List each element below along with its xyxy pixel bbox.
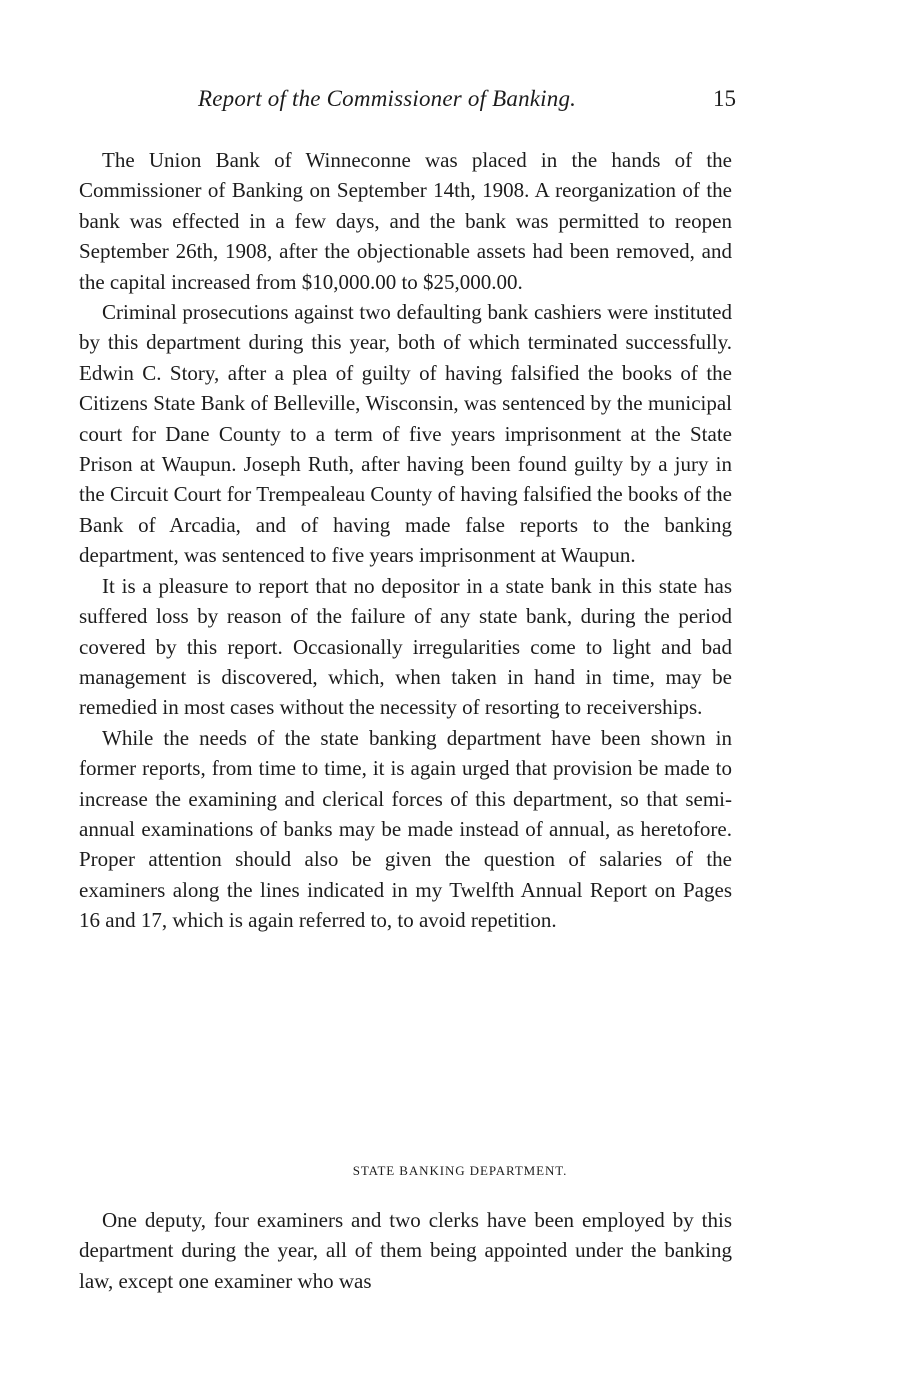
paragraph-depositors: It is a pleasure to report that no depositor in a state bank in this state has suffered loss by reason of the failure of any state bank, during the period covered by this report. Occasionally irregularities come to light and bad management is discovered, which, when taken in hand in time, may be remedied in most cases without the necessity of resorting to receiverships. (79, 573, 732, 720)
paragraph-staff: One deputy, four examiners and two clerks have been employed by this department during the year, all of them being appointed under the banking law, except one examiner who was (79, 1208, 732, 1293)
section-body (79, 1205, 732, 1296)
page-number: 15 (713, 86, 736, 111)
section-heading: STATE BANKING DEPARTMENT. (352, 1163, 568, 1178)
running-header (0, 86, 900, 120)
paragraph-department-needs: While the needs of the state banking department have been shown in former reports, from time to time, it is again urged that provision be made to increase the examining and clerical forces of this department, so that semi-annual examinations of banks may be made instead of annual, as heretofore. Proper attention should also be given the question of salaries of the examiners along the lines indicated in my Twelfth Annual Report on Pages 16 and 17, which is again referred to, to avoid repetition. (79, 725, 732, 933)
paragraph-criminal-prosecutions: Criminal prosecutions against two defaulting bank cashiers were instituted by this department during this year, both of which terminated successfully. Edwin C. Story, after a plea of guilty of having falsified the books of the Citizens State Bank of Belleville, Wisconsin, was sentenced by the municipal court for Dane County to a term of five years imprisonment at the State Prison at Waupun. Joseph Ruth, after having been found guilty by a jury in the Circuit Court for Trempealeau County of having falsified the books of the Bank of Arcadia, and of having made false reports to the banking department, was sentenced to five years imprisonment at Waupun. (79, 300, 732, 568)
running-title: Report of the Commissioner of Banking. (198, 86, 577, 111)
paragraph-union-bank: The Union Bank of Winneconne was placed in the hands of the Commissioner of Banking on September 14th, 1908. A reorganization of the bank was effected in a few days, and the bank was permitted to reopen September 26th, 1908, after the objectionable assets had been removed, and the capital increased from $10,000.00 to $25,000.00. (79, 148, 732, 294)
body-text (79, 145, 732, 936)
